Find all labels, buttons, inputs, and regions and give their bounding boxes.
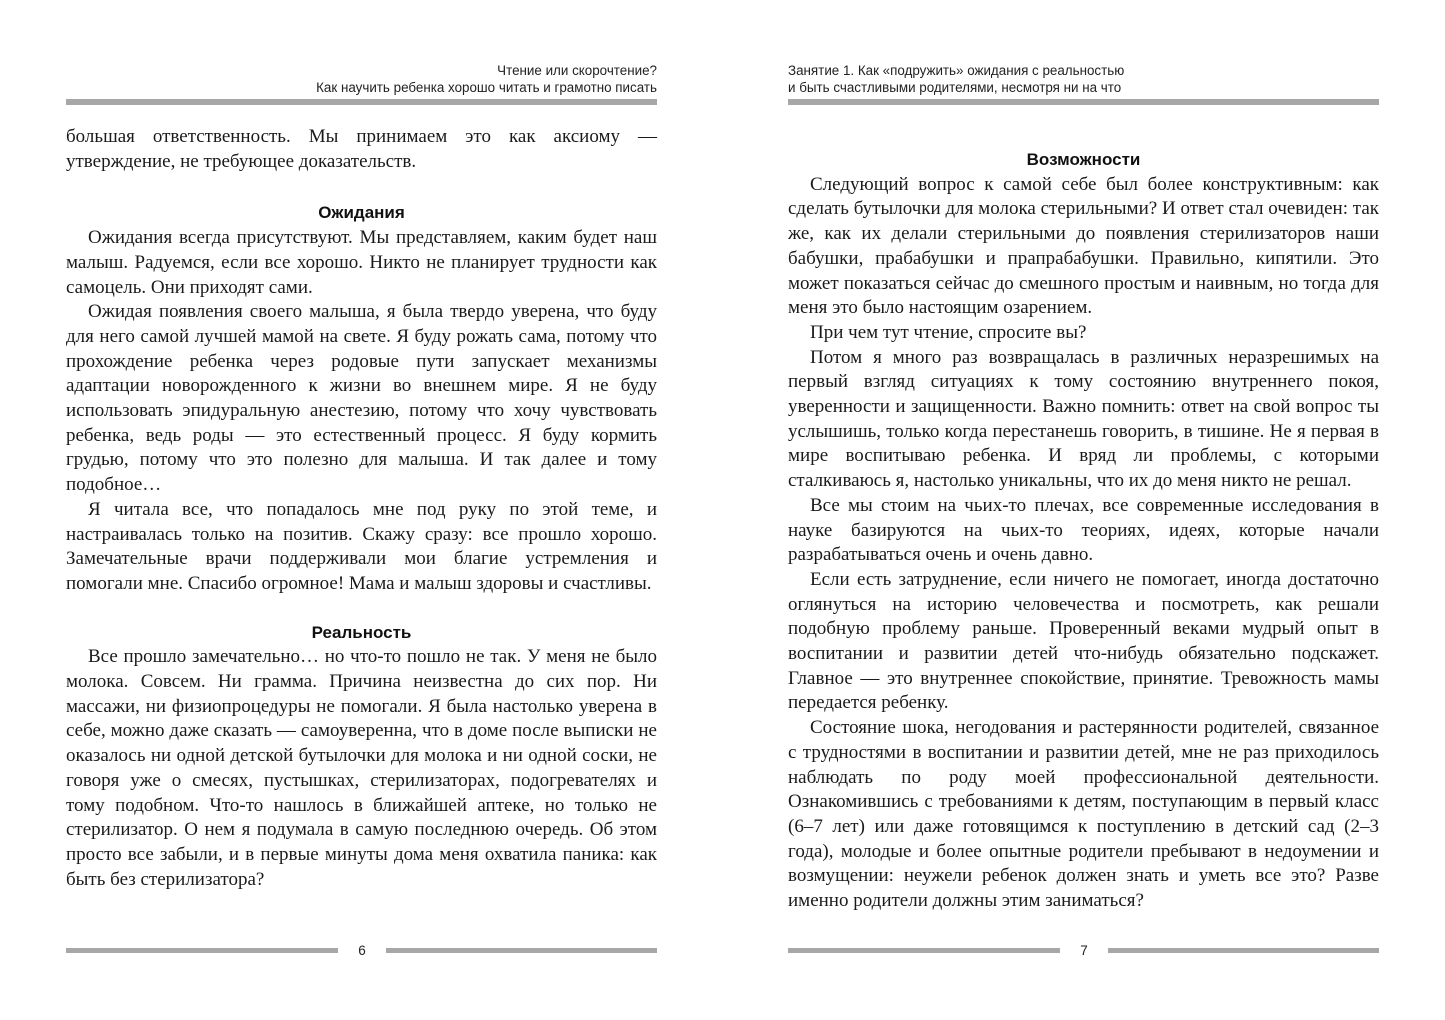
right-page xyxy=(788,0,1379,1020)
footer-rule-left xyxy=(66,948,338,953)
page-body xyxy=(788,148,1379,914)
left-page xyxy=(66,0,657,1020)
running-head-line-2: и быть счастливыми родителями, несмотря ни на что xyxy=(788,80,1122,95)
paragraph: При чем тут чтение, спросите вы? xyxy=(810,321,1087,343)
page-number: 6 xyxy=(358,943,366,958)
header-rule xyxy=(788,99,1379,105)
running-head-line-1: Чтение или скорочтение? xyxy=(497,63,657,78)
page-number: 7 xyxy=(1080,943,1088,958)
paragraph: Я читала все, что попадалось мне под руку по этой теме, и настраивалась только на позитив. Скажу сразу: все прошло хорошо. Замечательные врачи поддерживали мои благие устремления и помогали мне. Спасибо огромное! Мама и малыш здоровы и счастливы. xyxy=(66,498,657,594)
running-head-line-2: Как научить ребенка хорошо читать и грамотно писать xyxy=(316,80,657,95)
footer-rule-right xyxy=(1108,948,1379,953)
paragraph: Потом я много раз возвращалась в различных неразрешимых на первый взгляд ситуациях к тому состоянию внутреннего покоя, уверенности и защищенности. Важно помнить: ответ на свой вопрос ты услышишь, только когда перестанешь говорить, в тишине. Не я первая в мире воспитываю ребенка. И вряд ли проблемы, с которыми сталкиваюсь я, настолько уникальны, что их до меня никто не решал. xyxy=(788,346,1379,492)
page-footer xyxy=(788,941,1379,961)
paragraph: Если есть затруднение, если ничего не помогает, иногда достаточно оглянуться на историю человечества и посмотреть, как решали подобную проблему раньше. Проверенный веками мудрый опыт в воспитании и развитии детей что-нибудь обязательно подскажет. Главное — это внутреннее спокойствие, принятие. Тревожность мамы передается ребенку. xyxy=(788,568,1379,714)
running-head xyxy=(66,62,657,96)
page-footer xyxy=(66,941,657,961)
paragraph: Все прошло замечательно… но что-то пошло не так. У меня не было молока. Совсем. Ни грамма. Причина неизвестна до сих пор. Ни массажи, ни физиопроцедуры не помогали. Я была настолько уверена в себе, можно даже сказать — самоуверенна, что в доме после выписки не оказалось ни одной детской бутылочки для молока и ни одной соски, не говоря уже о смесях, пустышках, стерилизаторах, подогревателях и тому подобном. Что-то нашлось в ближайшей аптеке, но только не стерилизатор. О нем я подумала в самую последнюю очередь. Об этом просто все забыли, и в первые минуты дома меня охватила паника: как быть без стерилизатора? xyxy=(66,646,657,890)
page-body xyxy=(66,125,657,892)
paragraph: Следующий вопрос к самой себе был более конструктивным: как сделать бутылочки для молока стерильными? И ответ стал очевиден: так же, как их делали стерильными до появления стерилизаторов наши бабушки, прабабушки и прапрабабушки. Правильно, кипятили. Это может показаться сейчас до смешного простым и наивным, но тогда для меня это было настоящим озарением. xyxy=(788,173,1379,319)
section-heading-expectations: Ожидания xyxy=(318,203,405,223)
paragraph: Все мы стоим на чьих-то плечах, все современные исследования в науке базируются на чьих-то теориях, идеях, которые начали разрабатываться очень и очень давно. xyxy=(788,494,1379,566)
footer-rule-left xyxy=(788,948,1060,953)
footer-rule-right xyxy=(386,948,657,953)
paragraph: Ожидая появления своего малыша, я была твердо уверена, что буду для него самой лучшей мамой на свете. Я буду рожать сама, потому что прохождение ребенка через родовые пути запускает механизмы адаптации новорожденного к жизни во внешнем мире. Я не буду использовать эпидуральную анестезию, потому что хочу чувствовать ребенка, ведь роды — это естественный процесс. Я буду кормить грудью, потому что это полезно для малыша. И так далее и тому подобное… xyxy=(66,301,657,496)
running-head-line-1: Занятие 1. Как «подружить» ожидания с реальностью xyxy=(788,63,1125,78)
paragraph: Состояние шока, негодования и растерянности родителей, связанное с трудностями в воспитании и развитии детей, мне не раз приходилось наблюдать по роду моей профессиональной деятельности. Ознакомившись с требованиями к детям, поступающим в первый класс (6–7 лет) или даже готовящимся к поступлению в детский сад (2–3 года), молодые и более опытные родители пребывают в недоумении и возмущении: неужели ребенок должен знать и уметь все это? Разве именно родители должны этим заниматься? xyxy=(788,717,1379,912)
paragraph: Ожидания всегда присутствуют. Мы представляем, каким будет наш малыш. Радуемся, если все хорошо. Никто не планирует трудности как самоцель. Они приходят сами. xyxy=(66,227,657,298)
section-heading-reality: Реальность xyxy=(311,622,412,642)
running-head xyxy=(788,62,1379,96)
header-rule xyxy=(66,99,657,105)
continuation-paragraph: большая ответственность. Мы принимаем это как аксиому — утверждение, не требующее доказательств. xyxy=(66,126,657,172)
section-heading-possibilities: Возможности xyxy=(1026,150,1141,169)
